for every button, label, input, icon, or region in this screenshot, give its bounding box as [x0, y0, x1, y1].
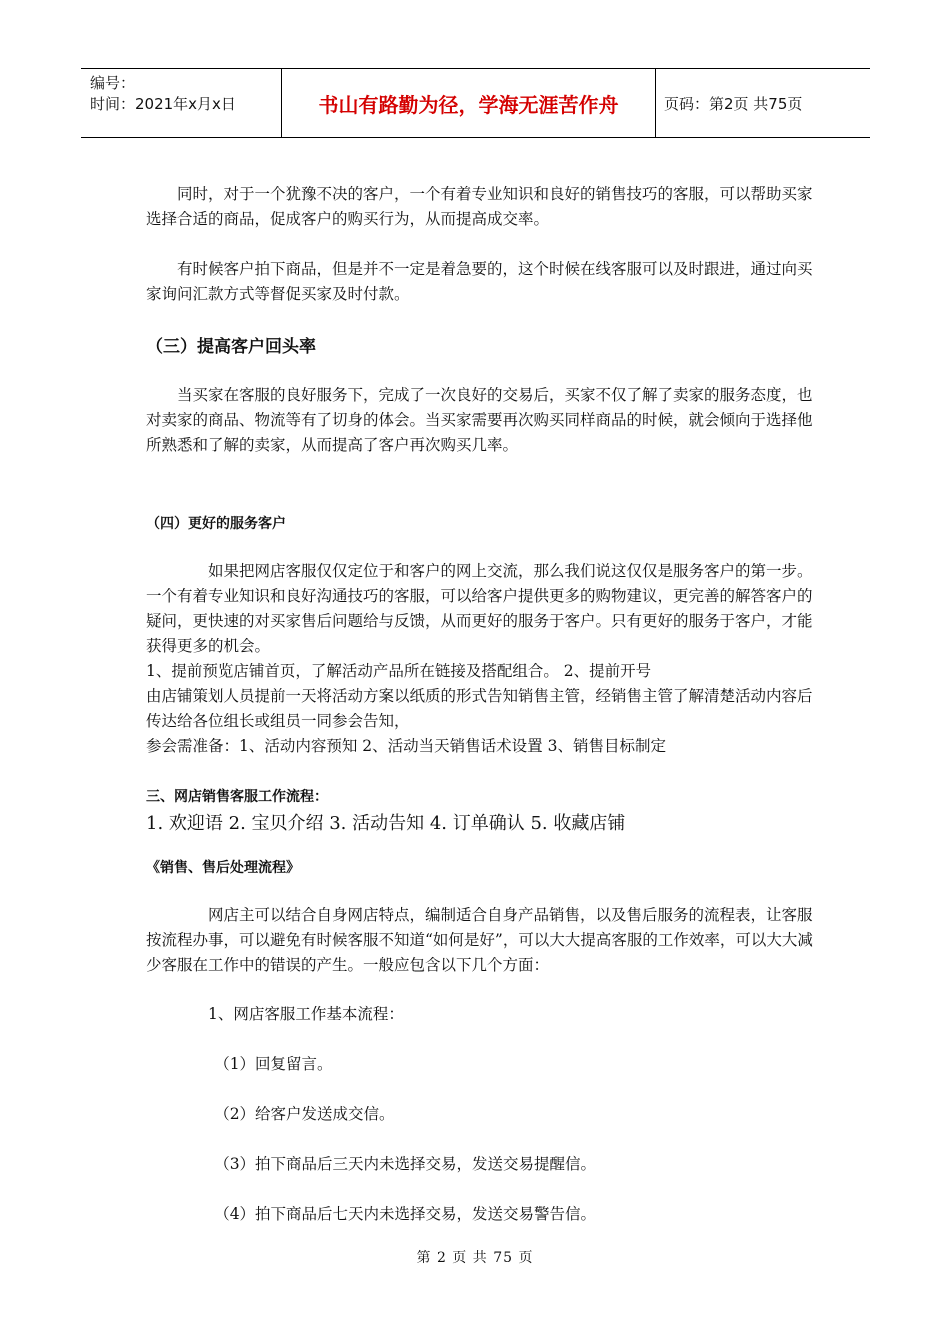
list-item: （4）拍下商品后七天内未选择交易，发送交易警告信。 — [214, 1205, 597, 1223]
list-item: （2）给客户发送成交信。 — [214, 1105, 395, 1123]
header-page-code: 页码：第2页 共75页 — [664, 94, 803, 113]
paragraph: 1、提前预览店铺首页，了解活动产品所在链接及搭配组合。 2、提前开号 — [146, 662, 652, 680]
paragraph: 当买家在客服的良好服务下，完成了一次良好的交易后，买家不仅了解了卖家的服务态度，也对卖家的商品、物流等有了切身的体会。当买家需要再次购买同样商品的时候，就会倾向于选择他所熟悉和了解的卖家，从而提高了客户再次购买几率。 — [146, 386, 813, 454]
flow-steps: 1. 欢迎语 2. 宝贝介绍 3. 活动告知 4. 订单确认 5. 收藏店铺 — [146, 813, 626, 834]
date-label: 时间：2021年x月x日 — [90, 95, 236, 113]
paragraph: 如果把网店客服仅仅定位于和客户的网上交流，那么我们说这仅仅是服务客户的第一步。一个有着专业知识和良好沟通技巧的客服，可以给客户提供更多的购物建议，更完善的解答客户的疑问，更快速的对买家售后问题给与反馈，从而更好的服务于客户。只有更好的服务于客户，才能获得更多的机会。 — [146, 562, 813, 655]
list-item: （3）拍下商品后三天内未选择交易，发送交易提醒信。 — [214, 1155, 597, 1173]
paragraph: 同时，对于一个犹豫不决的客户，一个有着专业知识和良好的销售技巧的客服，可以帮助买家选择合适的商品，促成客户的购买行为，从而提高成交率。 — [146, 185, 813, 228]
serial-label: 编号： — [90, 74, 136, 92]
document-body — [146, 182, 816, 1227]
list-heading: 1、网店客服工作基本流程： — [208, 1005, 404, 1023]
list-item: （1）回复留言。 — [214, 1055, 333, 1073]
paragraph: 有时候客户拍下商品，但是并不一定是着急要的，这个时候在线客服可以及时跟进，通过向买家询问汇款方式等督促买家及时付款。 — [146, 260, 813, 303]
header-motto: 书山有路勤为径，学海无涯苦作舟 — [281, 69, 656, 137]
paragraph: 网店主可以结合自身网店特点，编制适合自身产品销售，以及售后服务的流程表，让客服按流程办事，可以避免有时候客服不知道“如何是好”，可以大大提高客服的工作效率，可以大大减少客服在工作中的错误的产生。一般应包含以下几个方面： — [146, 906, 813, 974]
section-heading: （四）更好的服务客户 — [146, 516, 286, 532]
page-header — [81, 68, 870, 138]
section-heading: 三、网店销售客服工作流程： — [146, 789, 328, 805]
section-heading: （三）提高客户回头率 — [146, 337, 316, 357]
section-heading: 《销售、售后处理流程》 — [146, 860, 300, 876]
page-footer: 第 2 页 共 75 页 — [416, 1250, 534, 1266]
paragraph: 由店铺策划人员提前一天将活动方案以纸质的形式告知销售主管，经销售主管了解清楚活动内容后传达给各位组长或组员一同参会告知， — [146, 687, 813, 730]
header-meta — [81, 69, 281, 137]
paragraph: 参会需准备：1、活动内容预知 2、活动当天销售话术设置 3、销售目标制定 — [146, 737, 666, 755]
